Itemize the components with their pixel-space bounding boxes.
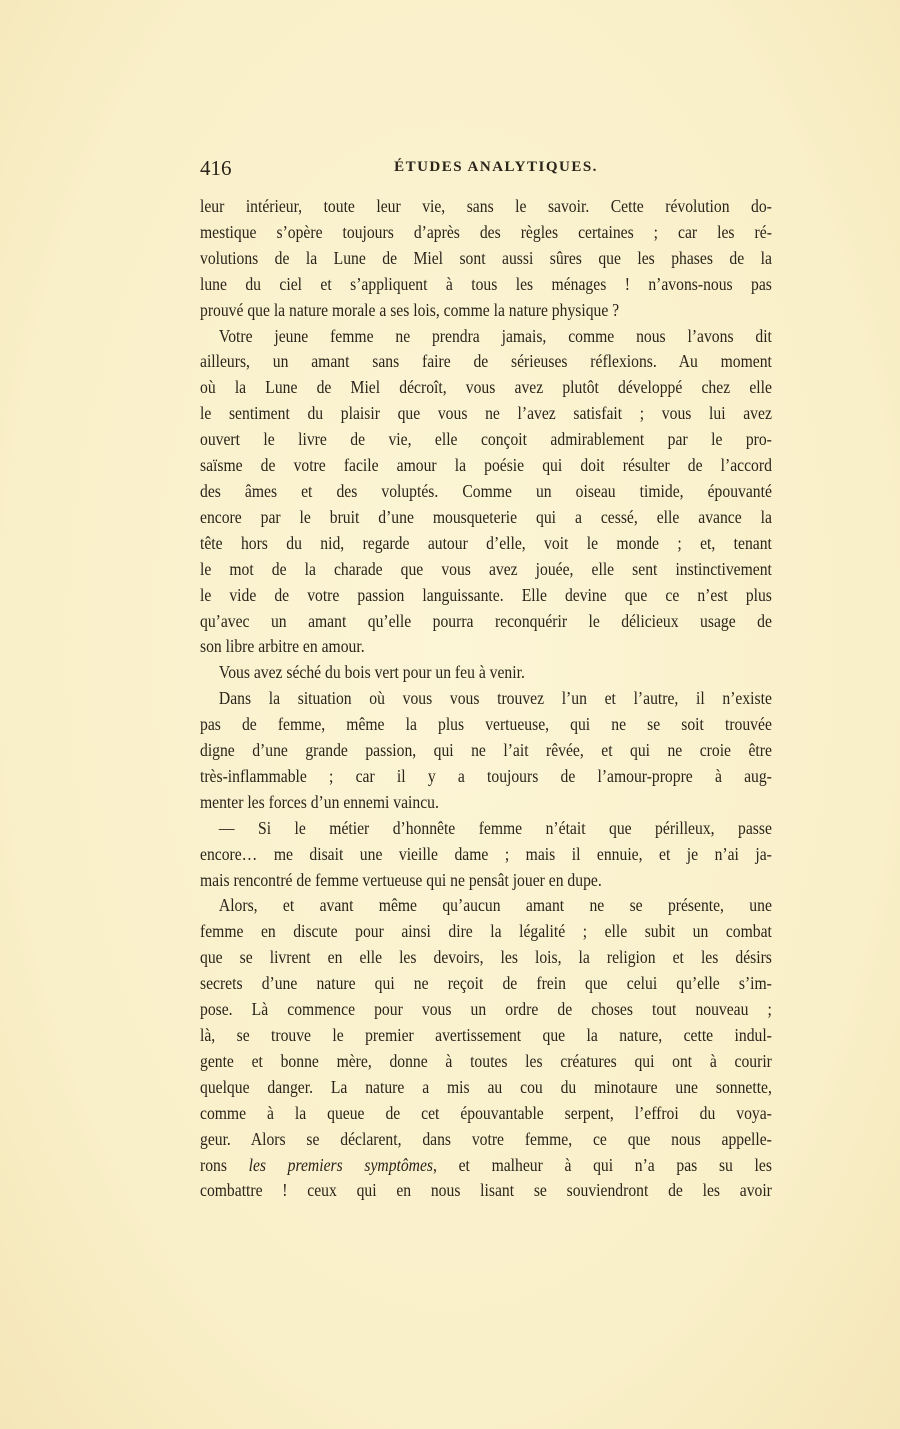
text-line: — Si le métier d’honnête femme n’était que périlleux, passe <box>218 817 772 838</box>
text-line: qu’avec un amant qu’elle pourra reconquérir le délicieux usage de <box>200 610 772 631</box>
text-segment: , et malheur à qui n’a pas su les <box>433 1154 772 1175</box>
text-line: Vous avez séché du bois vert pour un feu à venir. <box>218 662 525 683</box>
text-line: le vide de votre passion languissante. Elle devine que ce n’est plus <box>200 584 772 605</box>
text-line: leur intérieur, toute leur vie, sans le savoir. Cette révolution do- <box>200 196 772 216</box>
page-number: 416 <box>200 156 232 180</box>
text-line: femme en discute pour ainsi dire la légalité ; elle subit un combat <box>200 921 772 942</box>
text-line: menter les forces d’un ennemi vaincu. <box>200 791 439 812</box>
text-line: encore… me disait une vieille dame ; mais il ennuie, et je n’ai ja- <box>200 843 772 864</box>
text-line: Votre jeune femme ne prendra jamais, comme nous l’avons dit <box>218 325 772 346</box>
text-line: où la Lune de Miel décroît, vous avez plutôt développé chez elle <box>200 377 772 398</box>
body-text <box>200 194 772 1204</box>
text-line: des âmes et des voluptés. Comme un oiseau timide, épouvanté <box>200 480 772 501</box>
text-line: volutions de la Lune de Miel sont aussi sûres que les phases de la <box>200 247 772 268</box>
text-line: secrets d’une nature qui ne reçoit de frein que celui qu’elle s’im- <box>200 973 772 994</box>
text-line: pas de femme, même la plus vertueuse, qui ne se soit trouvée <box>200 714 772 735</box>
text-line: son libre arbitre en amour. <box>200 636 365 657</box>
text-line: Dans la situation où vous vous trouvez l’un et l’autre, il n’existe <box>218 688 772 709</box>
italic-phrase: les premiers symptômes <box>248 1154 434 1175</box>
text-line: combattre ! ceux qui en nous lisant se souviendront de les avoir <box>200 1180 772 1201</box>
text-line: là, se trouve le premier avertissement que la nature, cette indul- <box>200 1025 772 1045</box>
text-line: pose. Là commence pour vous un ordre de choses tout nouveau ; <box>200 999 772 1020</box>
text-line: ailleurs, un amant sans faire de sérieuses réflexions. Au moment <box>200 351 772 372</box>
text-line: que se livrent en elle les devoirs, les lois, la religion et les désirs <box>200 947 772 968</box>
text-line: encore par le bruit d’une mousqueterie qui a cessé, elle avance la <box>200 506 772 527</box>
text-line <box>200 1153 772 1179</box>
text-line: mestique s’opère toujours d’après des règles certaines ; car les ré- <box>200 221 772 242</box>
text-line: Alors, et avant même qu’aucun amant ne se présente, une <box>218 895 772 916</box>
text-line: quelque danger. La nature a mis au cou du minotaure une sonnette, <box>200 1076 772 1097</box>
text-line: comme à la queue de cet épouvantable serpent, l’effroi du voya- <box>200 1102 772 1123</box>
text-line: le sentiment du plaisir que vous ne l’avez satisfait ; vous lui avez <box>200 403 772 424</box>
text-segment: rons <box>200 1154 249 1175</box>
text-line: geur. Alors se déclarent, dans votre femme, ce que nous appelle- <box>200 1128 772 1149</box>
text-line: ouvert le livre de vie, elle conçoit admirablement par le pro- <box>200 429 772 450</box>
text-line: saïsme de votre facile amour la poésie qui doit résulter de l’accord <box>200 455 772 476</box>
text-line: lune du ciel et s’appliquent à tous les ménages ! n’avons-nous pas <box>200 273 772 294</box>
text-line: le mot de la charade que vous avez jouée, elle sent instinctivement <box>200 558 772 579</box>
text-line: tête hors du nid, regarde autour d’elle, voit le monde ; et, tenant <box>200 532 772 553</box>
text-line: mais rencontré de femme vertueuse qui ne pensât jouer en dupe. <box>200 869 602 890</box>
text-line: gente et bonne mère, donne à toutes les créatures qui ont à courir <box>200 1050 772 1071</box>
text-line: très-inflammable ; car il y a toujours de l’amour-propre à aug- <box>200 765 772 786</box>
running-title: ÉTUDES ANALYTIQUES. <box>394 159 598 175</box>
text-line: digne d’une grande passion, qui ne l’ait rêvée, et qui ne croie être <box>200 740 772 761</box>
text-line: prouvé que la nature morale a ses lois, comme la nature physique ? <box>200 299 620 320</box>
page-header <box>200 156 772 184</box>
